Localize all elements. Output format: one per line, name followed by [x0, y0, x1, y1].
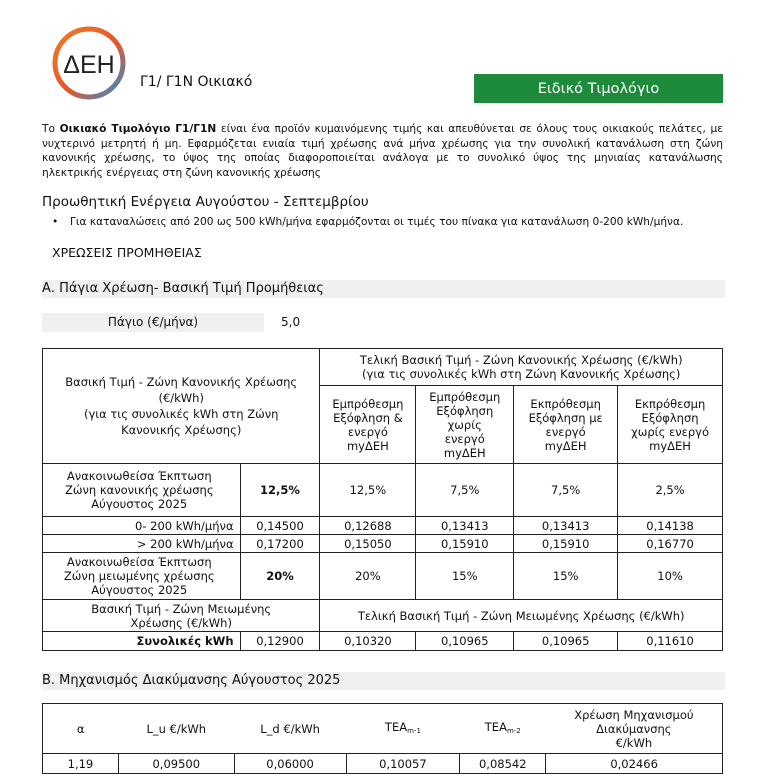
table-cell: 0,10057 — [346, 754, 460, 774]
table-cell: 0,09500 — [118, 754, 234, 774]
table-cell: 0,10320 — [320, 632, 416, 651]
table-row — [43, 600, 723, 632]
table-row — [43, 464, 723, 517]
table-row — [43, 535, 723, 553]
table-cell: 0,02466 — [546, 754, 723, 774]
col-header-late-inactive: Εκπρόθεσμη Εξόφληση χωρίς ενεργό myΔΕΗ — [618, 386, 723, 464]
table-cell: 1,19 — [43, 754, 119, 774]
header-fluctuation-charge: Χρέωση Μηχανισμού Διακύμανσης €/kWh — [546, 704, 723, 754]
col-header-ontime-inactive: Εμπρόθεσμη Εξόφληση χωρίς ενεργό myΔΕΗ — [416, 386, 514, 464]
intro-rest: είναι ένα προϊόν κυμαινόμενης τιμής και απευθύνεται σε όλους τους οικιακούς πελάτες, με νυχτερινό μετρητή ή μη. Εφαρμόζεται ενιαία τιμή χρέωσης ανά μήνα χρέωσης για την συνολική κατανάλωση στη ζώνη κανονικής χρέωσης, το ύψος της οποίας διαφοροποιείται ανάλογα με το συνολικό ύψος της μηνιαίας κατανάλωσης ηλεκτρικής ενέργειας στη ζώνη κανονικής χρέωσης — [42, 123, 723, 179]
discount-reduced-base: 20% — [240, 553, 320, 600]
base-header-line4: Κανονικής Χρέωσης) — [121, 423, 242, 437]
table-cell: 0,13413 — [514, 517, 618, 535]
table-cell: 0,15910 — [416, 535, 514, 553]
table-cell: 0,08542 — [460, 754, 546, 774]
table-cell: 0,15910 — [514, 535, 618, 553]
table-cell: 2,5% — [618, 464, 723, 517]
promo-bullet — [52, 216, 683, 228]
intro-pre: Το — [42, 123, 60, 135]
table-cell: 10% — [618, 553, 723, 600]
product-name: Γ1/ Γ1Ν Οικιακό — [140, 74, 253, 90]
total-row-label: Συνολικές kWh — [43, 632, 241, 651]
table-cell: 0,13413 — [416, 517, 514, 535]
final-header-line1: Τελική Βασική Τιμή - Ζώνη Κανονικής Χρέωσης (€/kWh) — [359, 353, 683, 367]
table-row — [43, 632, 723, 651]
header-tea-m2: $TEA_{m-2}$ — [484, 719, 521, 735]
table-cell: 0,10965 — [514, 632, 618, 651]
table-row — [43, 754, 723, 774]
table-cell: 0,17200 — [240, 535, 320, 553]
base-price-header — [43, 349, 320, 464]
table-cell: 0,12688 — [320, 517, 416, 535]
section-b-title: Β. Μηχανισμός Διακύμανσης Αύγουστος 2025 — [42, 672, 725, 690]
table-cell: 15% — [416, 553, 514, 600]
header-ld: L_d €/kWh — [260, 721, 320, 736]
row-label: > 200 kWh/μήνα — [43, 535, 241, 553]
table-cell: 0,10965 — [416, 632, 514, 651]
fixed-charge-label: Πάγιο (€/μήνα) — [42, 313, 264, 332]
charges-title: ΧΡΕΩΣΕΙΣ ΠΡΟΜΗΘΕΙΑΣ — [52, 245, 202, 260]
section-a-title: Α. Πάγια Χρέωση- Βασική Τιμή Προμήθειας — [42, 280, 725, 298]
col-header-late-active: Εκπρόθεσμη Εξόφληση με ενεργό myΔΕΗ — [514, 386, 618, 464]
row-label: 0- 200 kWh/μήνα — [43, 517, 241, 535]
fluctuation-table — [42, 703, 723, 774]
final-price-header — [320, 349, 723, 386]
table-cell: 0,14138 — [618, 517, 723, 535]
discount-normal-base: 12,5% — [240, 464, 320, 517]
pricing-table — [42, 348, 723, 651]
table-cell: 0,14500 — [240, 517, 320, 535]
intro-product-bold: Οικιακό Τιμολόγιο Γ1/Γ1Ν — [59, 123, 217, 135]
special-tariff-badge: Ειδικό Τιμολόγιο — [474, 74, 723, 103]
table-cell: 20% — [320, 553, 416, 600]
table-cell: 0,16770 — [618, 535, 723, 553]
final-header-line2: (για τις συνολικές kWh στη Ζώνη Κανονικής Χρέωσης) — [362, 367, 681, 381]
reduced-base-header: Βασική Τιμή - Ζώνη Μειωμένης Χρέωσης (€/kWh) — [43, 600, 320, 632]
table-row — [43, 553, 723, 600]
base-header-line3: (για τις συνολικές kWh στη Ζώνη — [83, 407, 279, 421]
header-alpha: α — [43, 704, 119, 754]
promo-title: Προωθητική Ενέργεια Αυγούστου - Σεπτεμβρίου — [42, 194, 369, 210]
table-cell: 7,5% — [514, 464, 618, 517]
header-tea-m1: $TEA_{m-1}$ — [384, 719, 421, 735]
table-cell: 15% — [514, 553, 618, 600]
header-lu: L_u €/kWh — [146, 721, 207, 736]
table-cell: 12,5% — [320, 464, 416, 517]
base-header-line2: (€/kWh) — [158, 391, 204, 405]
discount-reduced-label: Ανακοινωθείσα Έκπτωση Ζώνη μειωμένης χρέωσης Αύγουστος 2025 — [43, 553, 241, 600]
table-row — [43, 517, 723, 535]
table-cell: 0,11610 — [618, 632, 723, 651]
table-cell: 0,15050 — [320, 535, 416, 553]
table-cell: 0,12900 — [240, 632, 320, 651]
base-header-line1: Βασική Τιμή - Ζώνη Κανονικής Χρέωσης — [65, 375, 298, 389]
table-cell: 7,5% — [416, 464, 514, 517]
discount-normal-label: Ανακοινωθείσα Έκπτωση Ζώνη κανονικής χρέωσης Αύγουστος 2025 — [43, 464, 241, 517]
col-header-ontime-active: Εμπρόθεσμη Εξόφληση & ενεργό myΔΕΗ — [320, 386, 416, 464]
logo-text: ΔΕΗ — [63, 51, 115, 79]
reduced-final-header: Τελική Βασική Τιμή - Ζώνη Μειωμένης Χρέωσης (€/kWh) — [320, 600, 723, 632]
deh-logo — [50, 24, 128, 102]
intro-paragraph — [42, 122, 723, 180]
fixed-charge-value: 5,0 — [281, 315, 301, 329]
table-cell: 0,06000 — [234, 754, 346, 774]
bullet-mark: • — [52, 216, 59, 228]
promo-bullet-text: Για καταναλώσεις από 200 ως 500 kWh/μήνα εφαρμόζονται οι τιμές του πίνακα για κατανάλωση 0-200 kWh/μήνα. — [70, 216, 684, 228]
